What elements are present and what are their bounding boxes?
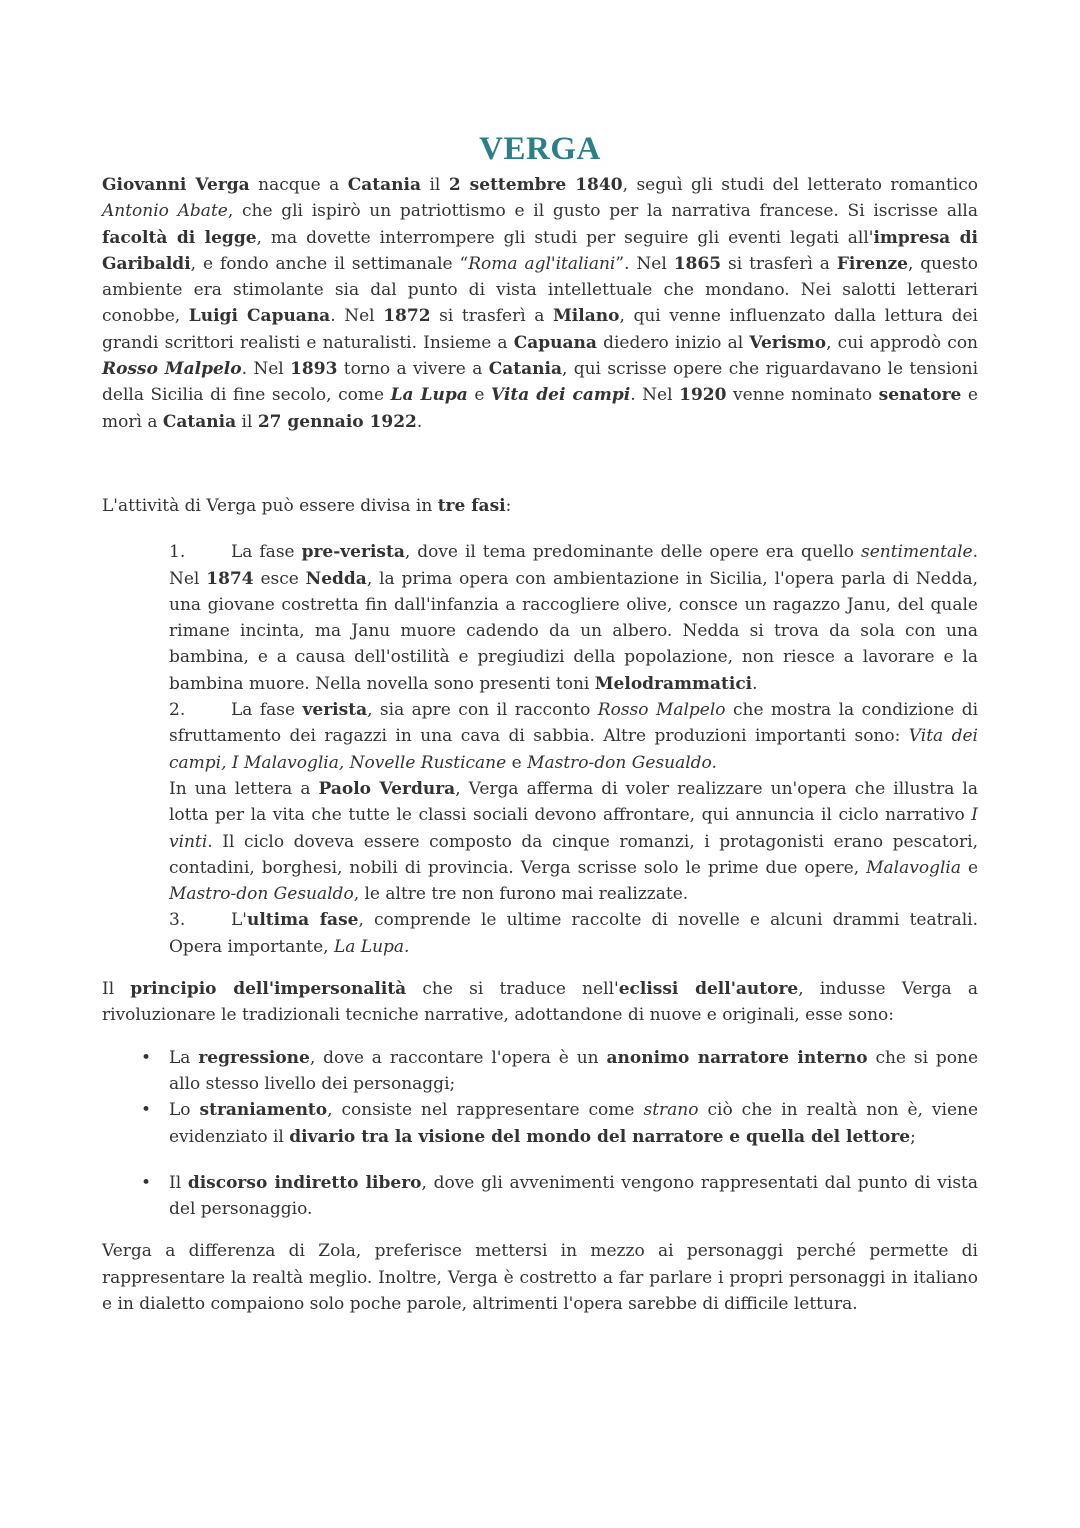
technique-item <box>141 1097 979 1150</box>
text-segment: esce <box>253 568 306 589</box>
text-segment: , sia apre con il racconto <box>367 700 598 721</box>
bullet-icon: • <box>141 1100 152 1121</box>
text-segment: e <box>960 857 979 878</box>
text-segment: Roma agl'italiani <box>468 253 616 274</box>
text-segment: impresa di Garibaldi <box>102 227 978 274</box>
text-segment: Verismo <box>749 332 827 353</box>
text-segment: diedero inizio al <box>596 332 750 353</box>
text-segment: . Il ciclo doveva essere composto da cinque romanzi, i protagonisti erano pescatori, contadini, borghesi, nobili di provincia. Verga scrisse solo le prime due opere, <box>169 831 978 878</box>
text-segment: che si traduce nell' <box>406 979 619 1000</box>
text-segment: Catania <box>488 359 562 380</box>
text-segment: regressione <box>198 1047 310 1068</box>
text-segment: Vita dei campi <box>491 385 631 406</box>
text-segment: . Nel <box>169 542 978 589</box>
phase-item <box>169 697 978 907</box>
text-segment: 1872 <box>383 306 431 327</box>
text-segment: , dove gli avvenimenti vengono rappresentati dal punto di vista del personaggio. <box>169 1172 979 1220</box>
text-segment: si trasferì a <box>430 306 553 327</box>
text-segment: principio dell'impersonalità <box>130 979 407 1000</box>
technique-text <box>169 1100 978 1146</box>
text-segment: , ma dovette interrompere gli studi per seguire gli eventi legati all' <box>256 227 874 248</box>
text-segment: Il <box>169 1172 188 1193</box>
document-page <box>102 130 978 1317</box>
closing-paragraph <box>102 1238 978 1317</box>
text-segment: 1865 <box>673 253 722 274</box>
text-segment: Paolo Verdura <box>318 778 456 799</box>
text-segment: ciò che in realtà non è, viene evidenziato il <box>169 1100 979 1147</box>
text-segment: tre fasi <box>437 495 506 516</box>
technique-text <box>169 1173 978 1219</box>
text-segment: L' <box>231 910 247 931</box>
text-segment: sentimentale <box>860 542 973 563</box>
text-segment: L'attività di Verga può essere divisa in <box>102 495 438 516</box>
text-segment: 1893 <box>290 359 338 380</box>
text-segment: Lo <box>169 1100 200 1121</box>
text-segment: pre-verista <box>301 542 405 563</box>
text-segment: , qui venne influenzato dalla lettura dei grandi scrittori realisti e naturalisti. Insieme a <box>102 306 978 353</box>
text-segment: e <box>506 752 528 773</box>
phases-list <box>102 539 978 960</box>
text-segment: 1920 <box>679 385 727 406</box>
phase-item <box>169 907 978 960</box>
text-segment: . Nel <box>330 306 384 327</box>
text-segment: ”. Nel <box>615 253 674 274</box>
text-segment: Catania <box>162 411 237 432</box>
phase-text <box>169 910 978 956</box>
text-segment: La <box>169 1047 199 1068</box>
text-segment: strano <box>643 1100 699 1121</box>
text-segment: 27 gennaio 1922 <box>257 411 417 432</box>
text-segment: , le altre tre non furono mai realizzate. <box>353 884 689 905</box>
techniques-list <box>102 1045 978 1223</box>
text-segment: il <box>421 175 449 195</box>
text-segment: e <box>467 385 491 406</box>
text-segment: , questo ambiente era stimolante sia dal punto di vista intellettuale che mondano. Nei salotti letterari conobbe, <box>102 253 978 327</box>
phase-number: 1. <box>169 542 186 563</box>
text-segment: e morì a <box>102 385 978 432</box>
text-segment: che si pone allo stesso livello dei personaggi; <box>169 1047 979 1094</box>
text-segment: La fase <box>231 700 303 721</box>
bullet-icon: • <box>141 1047 152 1068</box>
text-segment: divario tra la visione del mondo del narratore e quella del lettore <box>289 1126 911 1147</box>
text-segment: Milano <box>552 306 620 327</box>
text-segment: Capuana <box>513 332 597 353</box>
text-segment: Malavoglia <box>866 857 961 878</box>
text-segment: venne nominato <box>726 385 879 406</box>
impersonality-paragraph <box>102 976 978 1029</box>
text-segment: torno a vivere a <box>337 359 489 380</box>
text-segment: , cui approdò con <box>826 332 979 353</box>
text-segment: ; <box>910 1126 916 1147</box>
text-segment: Antonio Abate <box>102 201 228 222</box>
text-segment: La Lupa. <box>333 936 410 957</box>
text-segment: , consiste nel rappresentare come <box>327 1100 644 1121</box>
text-segment: Nedda <box>305 568 367 589</box>
phase-text <box>169 542 978 693</box>
text-segment: La fase <box>231 542 302 563</box>
text-segment: Il <box>102 979 131 1000</box>
text-segment: 1874 <box>206 568 254 589</box>
text-segment: , Verga afferma di voler realizzare un'opera che illustra la lotta per la vita che tutte le classi sociali devono affrontare, qui annuncia il ciclo narrativo <box>169 778 978 826</box>
text-segment: In una lettera a <box>169 778 319 799</box>
text-segment: Mastro-don Gesualdo. <box>527 752 717 773</box>
text-segment: , dove il tema predominante delle opere era quello <box>404 542 861 563</box>
phases-intro-paragraph <box>102 493 978 519</box>
phase-extra-paragraph <box>169 776 978 907</box>
bullet-icon: • <box>141 1172 152 1193</box>
text-segment: il <box>236 411 258 432</box>
text-segment: Rosso Malpelo <box>102 359 242 380</box>
text-segment: : <box>505 495 512 516</box>
text-segment: La Lupa <box>390 385 468 406</box>
text-segment: . <box>752 673 758 694</box>
text-segment: Mastro-don Gesualdo <box>169 884 354 905</box>
text-segment: Rosso Malpelo <box>597 700 726 721</box>
text-segment: Luigi Capuana <box>188 306 331 327</box>
text-segment: 2 settembre 1840 <box>448 175 623 195</box>
text-segment: Vita dei campi, I Malavoglia, Novelle Rusticane <box>169 726 978 773</box>
text-segment: si trasferì a <box>721 253 837 274</box>
text-segment: facoltà di legge <box>102 227 257 248</box>
text-segment: , comprende le ultime raccolte di novelle e alcuni drammi teatrali. Opera importante, <box>169 910 979 957</box>
text-segment: Verga a differenza di Zola, preferisce mettersi in mezzo ai personaggi perché permette di rappresentare la realtà meglio. Inoltre, Verga è costretto a far parlare i propri personaggi in italiano e in dialetto compaiono solo poche parole, altrimenti l'opera sarebbe di difficile lettura. <box>102 1241 978 1314</box>
phase-number: 3. <box>169 910 186 931</box>
text-segment: , la prima opera con ambientazione in Sicilia, l'opera parla di Nedda, una giovane costretta fin dall'infanzia a raccogliere olive, consce un ragazzo Janu, del quale rimane incinta, ma Janu muore cadendo da un albero. Nedda si trova da sola con una bambina, e a causa dell'ostilità e pregiudizi della popolazione, non riesce a lavorare e la bambina muore. Nella novella sono presenti toni <box>169 568 978 694</box>
text-segment: verista <box>302 700 368 721</box>
text-segment: , dove a raccontare l'opera è un <box>309 1047 607 1068</box>
page-title: VERGA <box>479 131 601 167</box>
text-segment: Melodrammatici <box>594 673 753 694</box>
text-segment: straniamento <box>199 1100 328 1121</box>
intro-paragraph <box>102 172 978 435</box>
text-segment: senatore <box>878 385 962 406</box>
technique-item <box>141 1045 979 1098</box>
text-segment: , e fondo anche il settimanale “ <box>190 253 469 274</box>
phase-item <box>169 539 978 697</box>
text-segment: ultima fase <box>246 910 359 931</box>
text-segment: nacque a <box>249 175 348 195</box>
text-segment: Catania <box>347 175 422 195</box>
text-segment: , indusse Verga a rivoluzionare le tradizionali tecniche narrative, adottandone di nuove e originali, esse sono: <box>102 979 978 1026</box>
text-segment: anonimo narratore interno <box>606 1047 868 1068</box>
text-segment: I vinti <box>169 805 978 852</box>
text-segment: che mostra la condizione di sfruttamento dei ragazzi in una cava di sabbia. Altre produzioni importanti sono: <box>169 700 979 747</box>
text-segment: , che gli ispirò un patriottismo e il gusto per la narrativa francese. Si iscrisse alla <box>227 201 978 222</box>
phase-number: 2. <box>169 700 186 721</box>
text-segment: . Nel <box>630 385 680 406</box>
text-segment: . <box>416 411 423 432</box>
text-segment: Giovanni Verga <box>102 175 250 195</box>
technique-text <box>169 1048 978 1094</box>
text-segment: eclissi dell'autore <box>618 979 799 1000</box>
text-segment: discorso indiretto libero <box>187 1172 422 1193</box>
text-segment: , qui scrisse opere che riguardavano le tensioni della Sicilia di fine secolo, come <box>102 359 979 406</box>
phase-text <box>169 700 978 773</box>
text-segment: , seguì gli studi del letterato romantico <box>622 175 979 195</box>
text-segment: Firenze <box>836 253 908 274</box>
technique-item <box>141 1170 979 1223</box>
text-segment: . Nel <box>241 359 291 380</box>
